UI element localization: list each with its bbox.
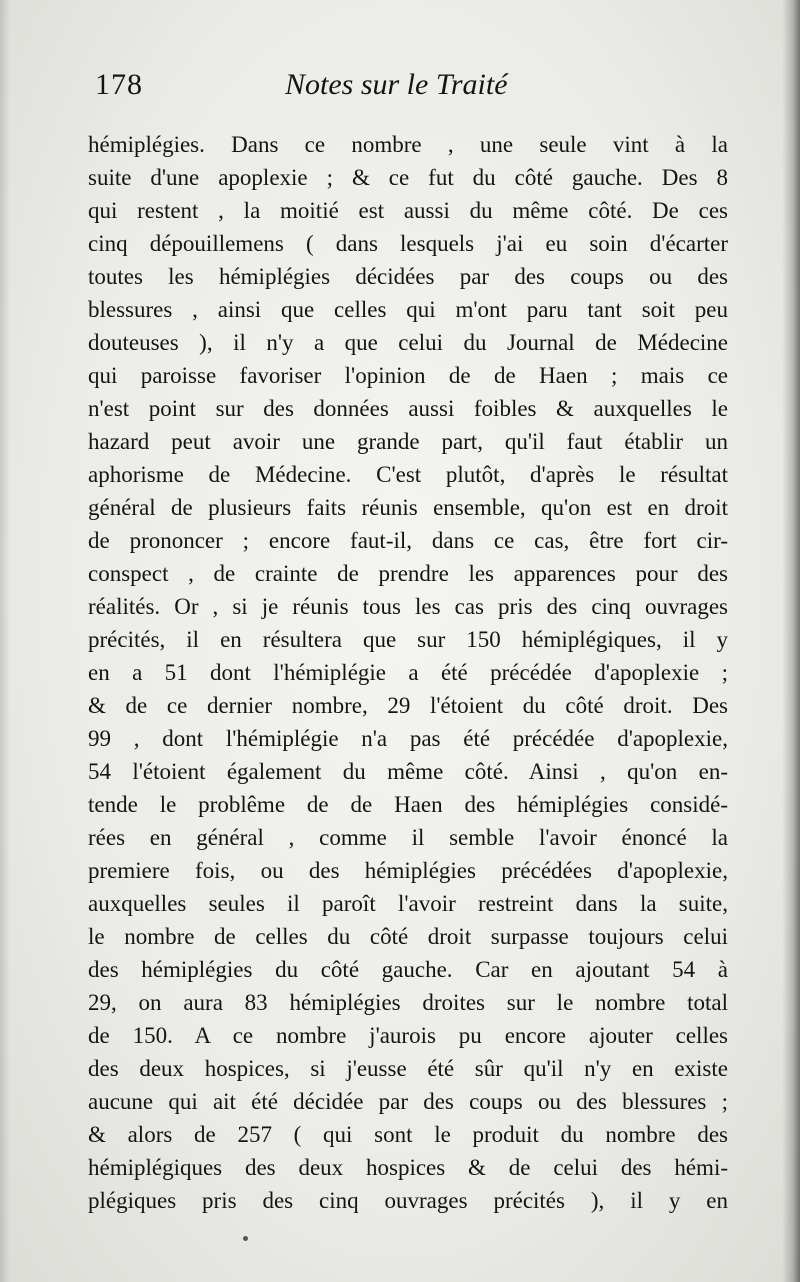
text-line: général de plusieurs faits réunis ensemble, qu'on est en droit [88, 495, 728, 520]
text-line: hémiplégies. Dans ce nombre , une seule vint à la [88, 132, 728, 157]
running-head: Notes sur le Traité [285, 68, 508, 101]
text-line: blessures , ainsi que celles qui m'ont paru tant soit peu [88, 297, 728, 322]
page-right-shadow [782, 0, 800, 1282]
text-line: de 150. A ce nombre j'aurois pu encore ajouter celles [88, 1023, 728, 1048]
text-line: & alors de 257 ( qui sont le produit du nombre des [88, 1122, 728, 1147]
text-line: n'est point sur des données aussi foibles & auxquelles le [88, 396, 728, 421]
text-line: de prononcer ; encore faut-il, dans ce cas, être fort cir- [88, 528, 728, 553]
text-line: toutes les hémiplégies décidées par des coups ou des [88, 264, 728, 289]
text-line: suite d'une apoplexie ; & ce fut du côté gauche. Des 8 [88, 165, 728, 190]
text-line: rées en général , comme il semble l'avoir énoncé la [88, 825, 728, 850]
text-line: auxquelles seules il paroît l'avoir restreint dans la suite, [88, 891, 728, 916]
ink-speck [243, 1236, 248, 1241]
body-text [88, 128, 728, 1217]
text-line: & de ce dernier nombre, 29 l'étoient du côté droit. Des [88, 693, 728, 718]
text-line: qui restent , la moitié est aussi du même côté. De ces [88, 198, 728, 223]
page-left-shadow [0, 0, 10, 1282]
text-line: réalités. Or , si je réunis tous les cas pris des cinq ouvrages [88, 594, 728, 619]
page-header [95, 68, 715, 112]
text-line: conspect , de crainte de prendre les apparences pour des [88, 561, 728, 586]
text-line: qui paroisse favoriser l'opinion de de Haen ; mais ce [88, 363, 728, 388]
text-line: 29, on aura 83 hémiplégies droites sur le nombre total [88, 990, 728, 1015]
text-line: hazard peut avoir une grande part, qu'il faut établir un [88, 429, 728, 454]
text-line: 54 l'étoient également du même côté. Ainsi , qu'on en- [88, 759, 728, 784]
text-line: cinq dépouillemens ( dans lesquels j'ai eu soin d'écarter [88, 231, 728, 256]
text-line: plégiques pris des cinq ouvrages précités ), il y en [88, 1188, 728, 1213]
text-line: premiere fois, ou des hémiplégies précédées d'apoplexie, [88, 858, 728, 883]
page-number: 178 [95, 68, 143, 101]
text-line: en a 51 dont l'hémiplégie a été précédée d'apoplexie ; [88, 660, 728, 685]
text-line: 99 , dont l'hémiplégie n'a pas été précédée d'apoplexie, [88, 726, 728, 751]
text-line: hémiplégiques des deux hospices & de celui des hémi- [88, 1155, 728, 1180]
text-line: aphorisme de Médecine. C'est plutôt, d'après le résultat [88, 462, 728, 487]
text-line: des hémiplégies du côté gauche. Car en ajoutant 54 à [88, 957, 728, 982]
text-line: tende le problême de de Haen des hémiplégies considé- [88, 792, 728, 817]
text-line: des deux hospices, si j'eusse été sûr qu'il n'y en existe [88, 1056, 728, 1081]
text-line: douteuses ), il n'y a que celui du Journal de Médecine [88, 330, 728, 355]
text-line: le nombre de celles du côté droit surpasse toujours celui [88, 924, 728, 949]
text-line: précités, il en résultera que sur 150 hémiplégiques, il y [88, 627, 728, 652]
text-line: aucune qui ait été décidée par des coups ou des blessures ; [88, 1089, 728, 1114]
